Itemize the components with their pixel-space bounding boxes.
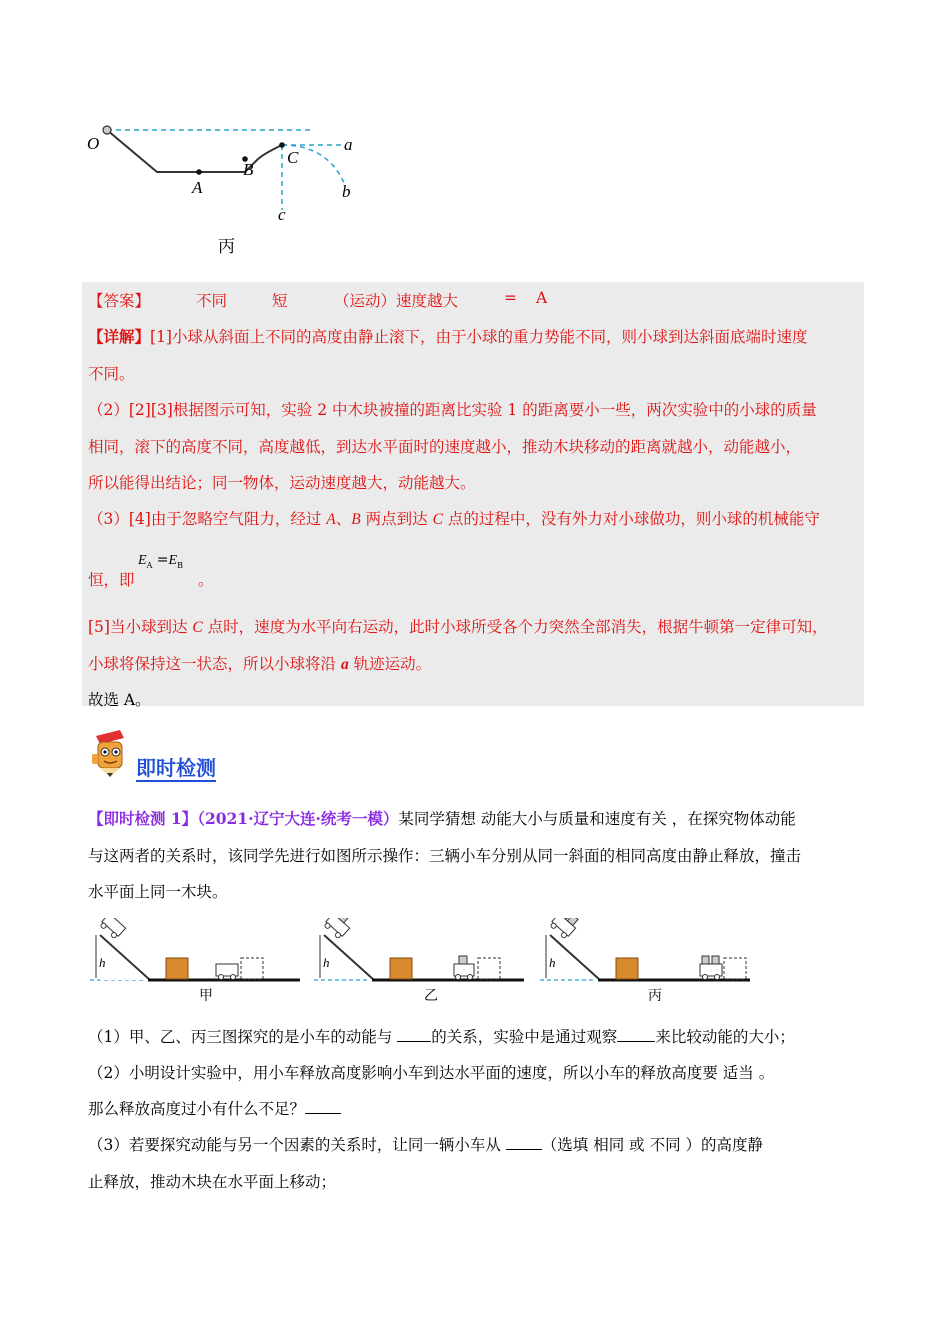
- height-label-2: h: [323, 955, 330, 970]
- detail-p3b-post: 。: [198, 571, 214, 589]
- detail-tag: 【详解】: [88, 327, 151, 346]
- q2a: （2）小明设计实验中，用小车释放高度影响小车到达水平面的速度，所以小车的释放高度要 适当 。: [88, 1064, 775, 1082]
- label-A: A: [192, 178, 203, 197]
- q1-mid: 的关系，实验中是通过观察: [431, 1028, 618, 1046]
- pencil-mascot-icon: [86, 726, 134, 778]
- q3-line-1: [88, 1133, 763, 1155]
- detail-line-1: [88, 325, 807, 347]
- label-b: b: [342, 182, 351, 201]
- height-label-1: h: [99, 955, 106, 970]
- formula-subB: B: [177, 560, 183, 570]
- detail-p4b-pre: 小球将保持这一状态，所以小球将沿: [88, 655, 341, 673]
- question-l2: 与这两者的关系时，该同学先进行如图所示操作：三辆小车分别从同一斜面的相同高度由静止释放，撞击: [88, 847, 802, 865]
- answer-item-2: 短: [272, 292, 288, 310]
- question-line-3: [88, 880, 228, 902]
- figure-bing: [540, 918, 750, 980]
- formula-subA: A: [146, 560, 153, 570]
- answer-item-1: 不同: [196, 292, 228, 310]
- question-tag: 【即时检测 1】: [88, 809, 198, 828]
- detail-p3a-pre: （3）[4]由于忽略空气阻力，经过: [88, 510, 327, 528]
- q1-post: 来比较动能的大小；: [655, 1028, 795, 1046]
- question-line-1: [88, 807, 796, 829]
- q3b: 止释放，推动木块在水平面上移动；: [88, 1173, 337, 1191]
- figure-caption: 丙: [218, 237, 235, 257]
- height-label-3: h: [549, 955, 556, 970]
- answer-item-4: =: [504, 289, 517, 307]
- answer-item-3: （运动）速度越大: [334, 292, 459, 310]
- q3-blank[interactable]: [506, 1135, 542, 1150]
- detail-line-4: [88, 435, 801, 457]
- question-source: （2021·辽宁大连·统考一模）: [197, 809, 399, 828]
- label-a: a: [344, 135, 353, 154]
- label-B: B: [243, 160, 254, 179]
- section-title: 即时检测: [136, 756, 216, 780]
- q3a-pre: （3）若要探究动能与另一个因素的关系时，让同一辆小车从: [88, 1136, 506, 1154]
- detail-p1b: 不同。: [88, 365, 135, 383]
- detail-p4b-post: 轨迹运动。: [348, 655, 432, 673]
- detail-p2c: 所以能得出结论；同一物体，运动速度越大，动能越大。: [88, 474, 476, 492]
- detail-p4a-post: 点时，速度为水平向右运动，此时小球所受各个力突然全部消失，根据牛顿第一定律可知，: [202, 618, 828, 636]
- detail-p4a-pre: [5]当小球到达: [88, 618, 193, 636]
- fig-label-jia: 甲: [199, 988, 213, 1004]
- detail-final-text: 故选 A。: [88, 691, 151, 709]
- detail-final: [88, 688, 151, 710]
- detail-line-7: [88, 568, 135, 590]
- detail-line-3: [88, 398, 817, 420]
- q2-blank[interactable]: [305, 1099, 341, 1114]
- detail-p3a-mid2: 两点到达: [360, 510, 433, 528]
- detail-p4b-a: a: [340, 656, 349, 673]
- q1-line: [88, 1025, 795, 1047]
- answer-tag: 【答案】: [88, 292, 151, 310]
- question-line-2: [88, 844, 801, 866]
- detail-p3a-A: A: [326, 511, 336, 528]
- energy-formula: [138, 552, 183, 570]
- q1-pre: （1）甲、乙、丙三图探究的是小车的动能与: [88, 1028, 398, 1046]
- q3a-post: （选填 相同 或 不同 ）的高度静: [541, 1136, 764, 1154]
- detail-p3b-pre: 恒，即: [88, 571, 135, 589]
- detail-line-9: [88, 652, 431, 674]
- q2-line-1: [88, 1061, 774, 1083]
- answer-item-5: A: [536, 289, 548, 307]
- formula-E2: E: [168, 553, 178, 568]
- detail-p2a: （2）[2][3]根据图示可知，实验 2 中木块被撞的距离比实验 1 的距离要小一些，两次实验中的小球的质量: [88, 401, 817, 419]
- detail-line-8: [88, 615, 828, 637]
- detail-p3a-post: 点的过程中，没有外力对小球做功，则小球的机械能守: [442, 510, 820, 528]
- figure-yi: [314, 918, 524, 980]
- q1-blank-2[interactable]: [617, 1027, 655, 1042]
- q2b: 那么释放高度过小有什么不足？: [88, 1100, 306, 1118]
- label-c: c: [278, 205, 286, 224]
- formula-eq: =: [156, 552, 169, 568]
- q1-blank-1[interactable]: [397, 1027, 431, 1042]
- detail-p2b: 相同，滚下的高度不同，高度越低，到达水平面时的速度越小，推动木块移动的距离就越小，动能越小，: [88, 438, 802, 456]
- detail-p3a-mid1: 、: [335, 510, 352, 528]
- detail-line-5: [88, 471, 476, 493]
- detail-p1a: [1]小球从斜面上不同的高度由静止滚下，由于小球的重力势能不同，则小球到达斜面底端时速度: [150, 328, 808, 346]
- q2-line-2: [88, 1097, 341, 1119]
- detail-line-6: [88, 507, 820, 529]
- formula-E1: E: [138, 553, 147, 568]
- detail-p4a-C: C: [192, 619, 203, 636]
- answer-line: [88, 289, 548, 311]
- label-C: C: [287, 148, 299, 167]
- question-l3: 水平面上同一木块。: [88, 883, 228, 901]
- q3-line-2: [88, 1170, 336, 1192]
- detail-p3a-C: C: [432, 511, 443, 528]
- fig-label-bing: 丙: [648, 988, 662, 1004]
- figure-jia: [90, 918, 300, 980]
- fig-label-yi: 乙: [424, 988, 438, 1004]
- question-l1: 某同学猜想 动能大小与质量和速度有关 ，在探究物体动能: [398, 810, 796, 828]
- detail-line-2: [88, 362, 135, 384]
- label-O: O: [87, 134, 100, 153]
- detail-p3a-B: B: [351, 511, 361, 528]
